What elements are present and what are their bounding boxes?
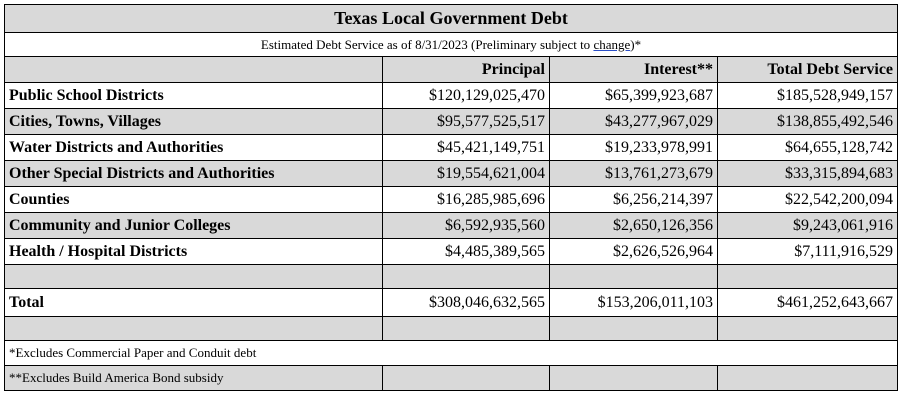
- empty-cell: [383, 317, 550, 341]
- row-label: Other Special Districts and Authorities: [5, 161, 383, 187]
- footnote-commercial-paper: *Excludes Commercial Paper and Conduit debt: [5, 341, 898, 366]
- row-total: $138,855,492,546: [718, 109, 898, 135]
- row-label: Counties: [5, 187, 383, 213]
- header-category: [5, 57, 383, 83]
- row-principal: $4,485,389,565: [383, 239, 550, 265]
- row-principal: $16,285,985,696: [383, 187, 550, 213]
- table-title: Texas Local Government Debt: [5, 5, 898, 33]
- spacer-row: [5, 317, 898, 341]
- empty-cell: [383, 265, 550, 289]
- empty-cell: [5, 317, 383, 341]
- header-row: [5, 57, 898, 83]
- empty-cell: [550, 265, 718, 289]
- header-interest: Interest**: [550, 57, 718, 83]
- row-principal: $6,592,935,560: [383, 213, 550, 239]
- table-row: [5, 83, 898, 109]
- table-row: [5, 213, 898, 239]
- row-principal: $45,421,149,751: [383, 135, 550, 161]
- row-label: Public School Districts: [5, 83, 383, 109]
- row-label: Cities, Towns, Villages: [5, 109, 383, 135]
- total-debt-service: $461,252,643,667: [718, 289, 898, 317]
- row-principal: $95,577,525,517: [383, 109, 550, 135]
- footnote-build-america: **Excludes Build America Bond subsidy: [5, 366, 383, 391]
- subtitle-link[interactable]: change: [593, 36, 631, 52]
- empty-cell: [718, 317, 898, 341]
- row-total: $64,655,128,742: [718, 135, 898, 161]
- subtitle-text: Estimated Debt Service as of 8/31/2023 (Preliminary subject to: [260, 36, 594, 52]
- debt-table-container: [4, 4, 897, 391]
- empty-cell: [383, 366, 550, 391]
- total-interest: $153,206,011,103: [550, 289, 718, 317]
- subtitle-suffix: )*: [630, 36, 642, 52]
- table-row: [5, 239, 898, 265]
- row-total: $7,111,916,529: [718, 239, 898, 265]
- table-row: [5, 187, 898, 213]
- row-interest: $2,626,526,964: [550, 239, 718, 265]
- row-principal: $120,129,025,470: [383, 83, 550, 109]
- spacer-row: [5, 265, 898, 289]
- row-label: Community and Junior Colleges: [5, 213, 383, 239]
- row-total: $33,315,894,683: [718, 161, 898, 187]
- row-interest: $2,650,126,356: [550, 213, 718, 239]
- table-row: [5, 135, 898, 161]
- empty-cell: [718, 265, 898, 289]
- row-label: Water Districts and Authorities: [5, 135, 383, 161]
- empty-cell: [718, 366, 898, 391]
- row-interest: $6,256,214,397: [550, 187, 718, 213]
- footnote-row: [5, 341, 898, 366]
- row-interest: $65,399,923,687: [550, 83, 718, 109]
- row-interest: $43,277,967,029: [550, 109, 718, 135]
- debt-table: [4, 4, 898, 391]
- row-total: $22,542,200,094: [718, 187, 898, 213]
- row-total: $9,243,061,916: [718, 213, 898, 239]
- total-principal: $308,046,632,565: [383, 289, 550, 317]
- empty-cell: [550, 366, 718, 391]
- total-label: Total: [5, 289, 383, 317]
- row-total: $185,528,949,157: [718, 83, 898, 109]
- empty-cell: [5, 265, 383, 289]
- row-principal: $19,554,621,004: [383, 161, 550, 187]
- total-row: [5, 289, 898, 317]
- table-row: [5, 109, 898, 135]
- footnote-row: [5, 366, 898, 391]
- row-interest: $19,233,978,991: [550, 135, 718, 161]
- empty-cell: [550, 317, 718, 341]
- header-principal: Principal: [383, 57, 550, 83]
- table-row: [5, 161, 898, 187]
- row-interest: $13,761,273,679: [550, 161, 718, 187]
- header-total: Total Debt Service: [718, 57, 898, 83]
- table-subtitle: [5, 33, 898, 57]
- row-label: Health / Hospital Districts: [5, 239, 383, 265]
